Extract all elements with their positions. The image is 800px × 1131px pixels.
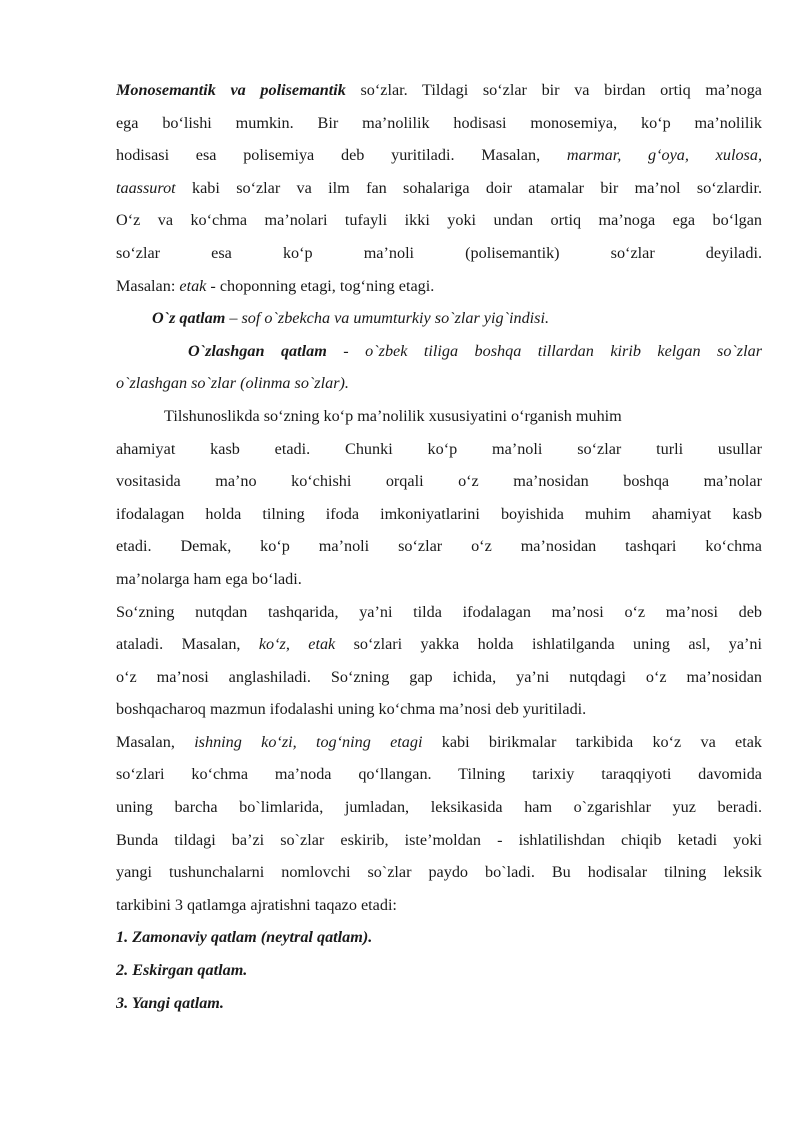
text-run: Masalan, — [116, 732, 195, 751]
text-run: kabi so‘zlar va ilm fan sohalariga doir atamalar bir ma’nol so‘zlardir. — [175, 178, 762, 197]
text-run: ataladi. Masalan, — [116, 635, 259, 654]
definition-line — [116, 335, 762, 368]
term-ozlashgan-qatlam: O`zlashgan qatlam — [188, 341, 327, 360]
paragraph-line: uning barcha bo`limlarida, jumladan, leksikasida ham o`zgarishlar yuz beradi. — [116, 798, 762, 817]
paragraph-line: boshqacharoq mazmun ifodalashi uning ko‘chma ma’nosi deb yuritiladi. — [116, 700, 587, 719]
text-run: ko‘p ma’noli (polisemantik) so‘zlar deyiladi. — [282, 243, 762, 262]
text-run: kabi birikmalar tarkibida ko‘z va etak — [422, 732, 762, 751]
definition-text: - o`zbek tiliga boshqa tillardan kirib kelgan so`zlar — [326, 341, 762, 360]
paragraph-line: Tilshunoslikda so‘zning ko‘p ma’nolilik xususiyatini o‘rganish muhim — [164, 406, 622, 425]
paragraph-line — [116, 270, 762, 303]
paragraph-line: ifodalagan holda tilning ifoda imkoniyatlarini boyishida muhim ahamiyat kasb — [116, 504, 762, 523]
paragraph-line — [116, 237, 762, 270]
paragraph-line: tarkibini 3 qatlamga ajratishni taqazo etadi: — [116, 895, 397, 914]
text-run: - choponning etagi, tog‘ning etagi. — [206, 276, 435, 295]
paragraph-line — [116, 465, 762, 498]
definition-line — [116, 302, 762, 335]
example-words: ko‘z, etak — [258, 635, 336, 654]
text-run: so‘zlar. Tildagi so‘zlar bir va birdan ortiq ma’noga — [345, 81, 762, 99]
text-run: vositasida ma’no — [116, 472, 257, 491]
paragraph-line: ma’nolarga ham ega bo‘ladi. — [116, 569, 302, 588]
text-run: so‘zlar — [116, 243, 161, 262]
text-run: esa — [211, 243, 232, 262]
definition-text: – sof o`zbekcha va umumturkiy so`zlar yig`indisi. — [225, 309, 549, 328]
paragraph-line: so‘zlari ko‘chma ma’noda qo‘llangan. Tilning tarixiy taraqqiyoti davomida — [116, 765, 762, 784]
term-monosemantik-polisemantik: Monosemantik va polisemantik — [116, 81, 346, 99]
paragraph-line: O‘z va ko‘chma ma’nolari tufayli ikki yoki undan ortiq ma’noga ega bo‘lgan — [116, 211, 762, 230]
paragraph-line — [116, 74, 762, 107]
paragraph-line — [116, 726, 762, 759]
example-word: taassurot — [116, 178, 176, 197]
example-words: marmar, g‘oya, xulosa, — [566, 146, 762, 165]
text-run: hodisasi esa polisemiya deb yuritiladi. Masalan, — [116, 146, 567, 165]
text-run: Masalan: — [116, 276, 180, 295]
paragraph-line: ega bo‘lishi mumkin. Bir ma’nolilik hodisasi monosemiya, ko‘p ma’nolilik — [116, 113, 762, 132]
paragraph-line — [116, 628, 762, 661]
term-oz-qatlam: O`z qatlam — [152, 309, 226, 328]
list-item-1: 1. Zamonaviy qatlam (neytral qatlam). — [116, 928, 373, 947]
text-run: so‘zlari yakka holda ishlatilganda uning asl, ya’ni — [335, 635, 762, 654]
example-word: etak — [179, 276, 207, 295]
text-run: ko‘chishi orqali o‘z ma’nosidan boshqa ma’nolar — [291, 472, 762, 491]
document-page — [116, 74, 762, 1019]
paragraph-line — [116, 139, 762, 172]
paragraph-line: o‘z ma’nosi anglashiladi. So‘zning gap ichida, ya’ni nutqdagi o‘z ma’nosidan — [116, 667, 762, 686]
list-item-3: 3. Yangi qatlam. — [116, 993, 224, 1012]
list-item-2: 2. Eskirgan qatlam. — [116, 961, 248, 980]
paragraph-line: Bunda tildagi ba’zi so`zlar eskirib, iste’moldan - ishlatilishdan chiqib ketadi yoki — [116, 830, 762, 849]
definition-line: o`zlashgan so`zlar (olinma so`zlar). — [116, 374, 349, 393]
paragraph-line: ahamiyat kasb etadi. Chunki ko‘p ma’noli so‘zlar turli usullar — [116, 439, 762, 458]
paragraph-line: etadi. Demak, ko‘p ma’noli so‘zlar o‘z ma’nosidan tashqari ko‘chma — [116, 537, 762, 556]
paragraph-line: So‘zning nutqdan tashqarida, ya’ni tilda ifodalagan ma’nosi o‘z ma’nosi deb — [116, 602, 762, 621]
example-phrases: ishning ko‘zi, tog‘ning etagi — [194, 732, 423, 751]
paragraph-line — [116, 172, 762, 205]
paragraph-line: yangi tushunchalarni nomlovchi so`zlar paydo bo`ladi. Bu hodisalar tilning leksik — [116, 863, 762, 882]
